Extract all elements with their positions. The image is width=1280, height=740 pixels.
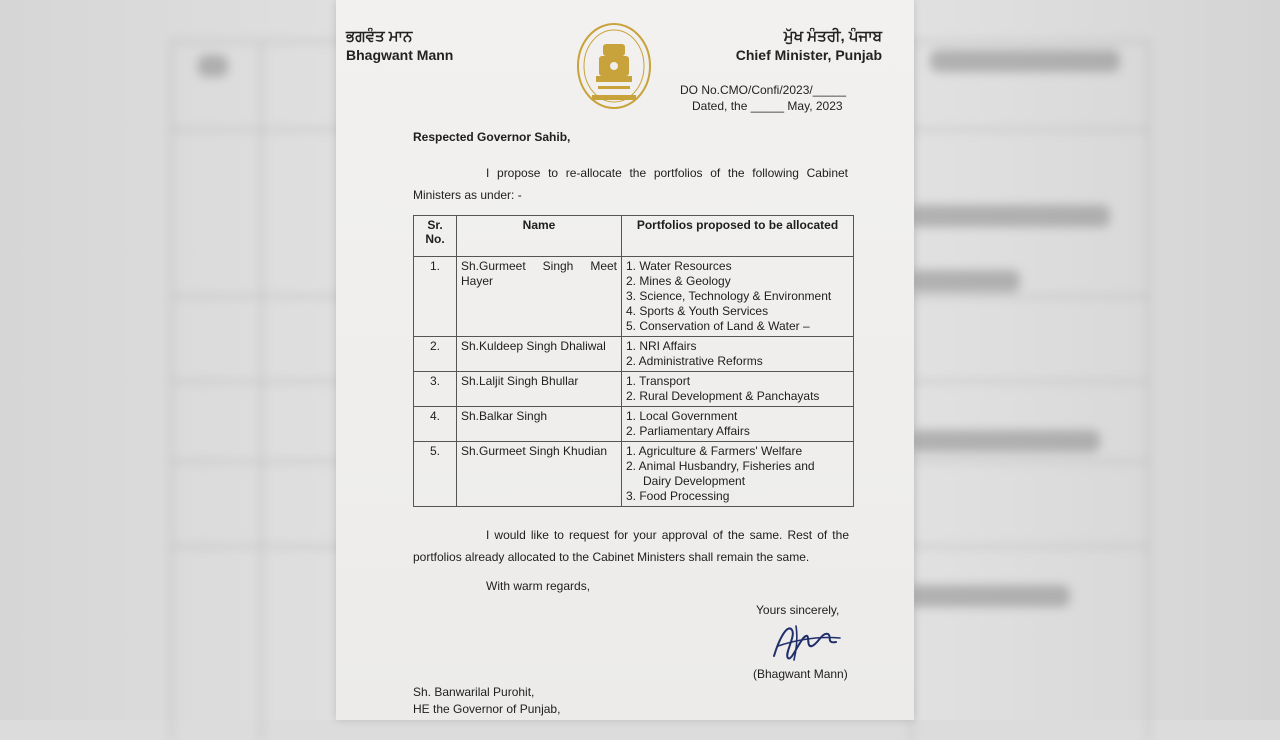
- table-row: [414, 337, 854, 372]
- addressee-block: [413, 684, 560, 718]
- title-english: Chief Minister, Punjab: [735, 47, 882, 63]
- signature-icon: [766, 618, 846, 664]
- portfolio-item: 3. Science, Technology & Environment: [626, 289, 832, 303]
- portfolio-item: 2. Parliamentary Affairs: [626, 424, 750, 438]
- row-sr: 4.: [414, 407, 457, 442]
- signatory-name: (Bhagwant Mann): [753, 667, 848, 681]
- name-english: Bhagwant Mann: [346, 47, 454, 63]
- portfolio-item: 2. Animal Husbandry, Fisheries and: [626, 459, 815, 473]
- portfolio-item: 2. Mines & Geology: [626, 274, 731, 288]
- row-sr: 3.: [414, 372, 457, 407]
- letter-page: [336, 0, 914, 720]
- row-portfolios: [622, 407, 854, 442]
- header-name: Name: [457, 216, 622, 257]
- portfolio-item: 1. Transport: [626, 374, 691, 388]
- portfolio-item: 2. Rural Development & Panchayats: [626, 389, 820, 403]
- table-row: [414, 257, 854, 337]
- row-name: Sh.Gurmeet Singh Meet Hayer: [457, 257, 622, 337]
- row-portfolios: [622, 257, 854, 337]
- addressee-name: Sh. Banwarilal Purohit,: [413, 685, 535, 699]
- title-punjabi: ਮੁੱਖ ਮੰਤਰੀ, ਪੰਜਾਬ: [783, 28, 882, 45]
- state-emblem-icon: [574, 22, 654, 112]
- row-name: Sh.Balkar Singh: [457, 407, 622, 442]
- row-sr: 1.: [414, 257, 457, 337]
- row-portfolios: [622, 372, 854, 407]
- row-name: Sh.Gurmeet Singh Khudian: [457, 442, 622, 507]
- regards-line: With warm regards,: [486, 579, 591, 593]
- table-header-row: [414, 216, 854, 257]
- row-name: Sh.Kuldeep Singh Dhaliwal: [457, 337, 622, 372]
- row-portfolios: [622, 337, 854, 372]
- portfolio-item: 4. Sports & Youth Services: [626, 304, 769, 318]
- portfolio-table: [413, 215, 854, 507]
- table-row: [414, 442, 854, 507]
- closing-paragraph: I would like to request for your approval of the same. Rest of the portfolios already allocated to the Cabinet Ministers shall remain the same.: [413, 528, 849, 564]
- do-number: DO No.CMO/Confi/2023/_____: [680, 83, 847, 97]
- reference-block: [680, 82, 846, 114]
- portfolio-item: Dairy Development: [643, 474, 746, 488]
- addressee-title: HE the Governor of Punjab,: [413, 702, 561, 716]
- portfolio-item: 1. NRI Affairs: [626, 339, 697, 353]
- portfolio-item: 1. Water Resources: [626, 259, 732, 273]
- header-sr-no: Sr. No.: [414, 216, 457, 257]
- row-sr: 5.: [414, 442, 457, 507]
- portfolio-item: 5. Conservation of Land & Water –: [626, 319, 810, 333]
- header-left: [346, 28, 453, 63]
- header-right: [736, 28, 882, 63]
- portfolio-item: 3. Food Processing: [626, 489, 730, 503]
- header-portfolios: Portfolios proposed to be allocated: [622, 216, 854, 257]
- yours-sincerely: Yours sincerely,: [756, 603, 840, 617]
- name-punjabi: ਭਗਵੰਤ ਮਾਨ: [346, 28, 413, 45]
- portfolio-item: 1. Local Government: [626, 409, 738, 423]
- portfolio-item: 1. Agriculture & Farmers' Welfare: [626, 444, 803, 458]
- date-line: Dated, the _____ May, 2023: [692, 99, 843, 113]
- salutation: Respected Governor Sahib,: [413, 130, 571, 144]
- portfolio-item: 2. Administrative Reforms: [626, 354, 763, 368]
- intro-paragraph: I propose to re-allocate the portfolios of the following Cabinet Ministers as under: -: [413, 166, 848, 202]
- row-name: Sh.Laljit Singh Bhullar: [457, 372, 622, 407]
- row-portfolios: [622, 442, 854, 507]
- table-row: [414, 407, 854, 442]
- row-sr: 2.: [414, 337, 457, 372]
- table-row: [414, 372, 854, 407]
